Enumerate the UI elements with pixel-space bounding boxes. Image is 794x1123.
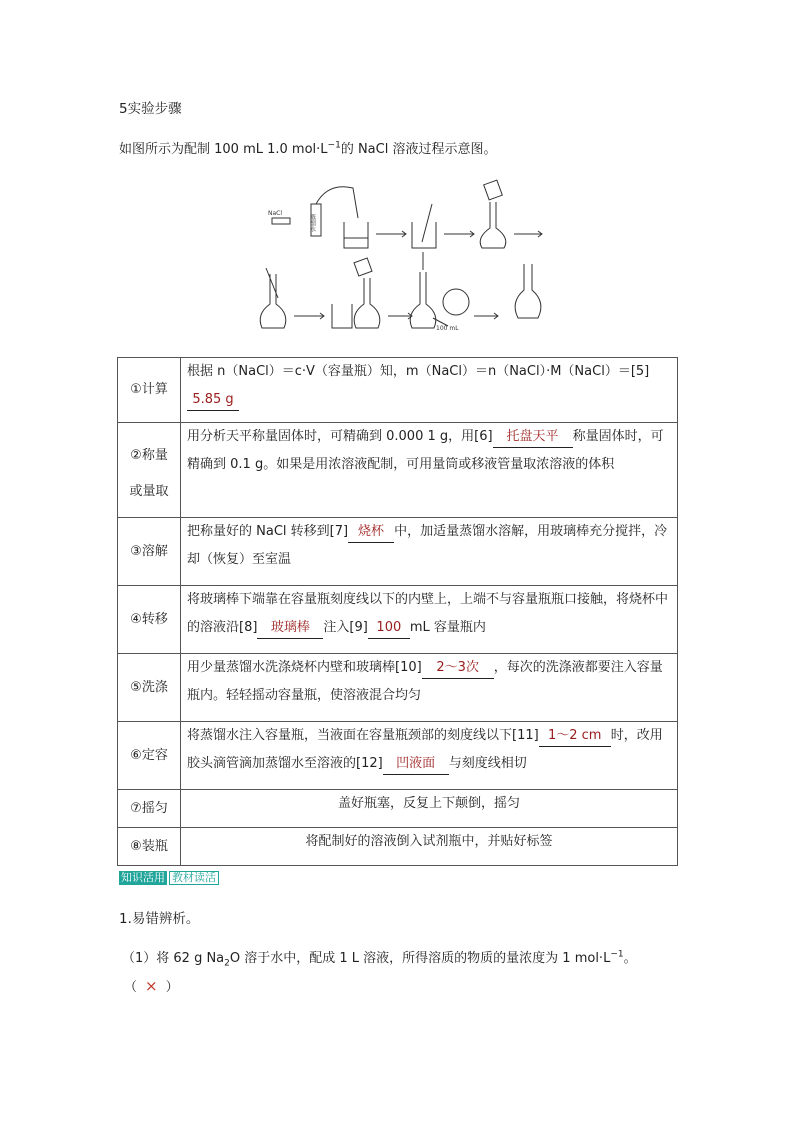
intro-text [119, 138, 496, 157]
step-text: 将蒸馏水注入容量瓶，当液面在容量瓶颈部的刻度线以下[11] [187, 728, 539, 743]
arrow-icon-3 [514, 231, 542, 237]
step-text-post: 与刻度线相切 [448, 756, 527, 771]
tag-knowledge: 知识活用 [121, 871, 165, 884]
answer-blank: 烧杯 [348, 522, 394, 543]
answer-blank-2: 凹液面 [383, 754, 449, 775]
meniscus-zoom-icon [443, 289, 469, 315]
step-label: ③溶解 [118, 518, 181, 586]
step-content [181, 518, 678, 586]
step-label [118, 423, 181, 518]
steps-table [117, 357, 678, 866]
shaking-flask-icon [515, 264, 541, 318]
step-content [181, 586, 678, 654]
arrow-icon-2 [444, 231, 474, 237]
water-tube [316, 187, 358, 218]
water-label: 蒸馏水 [308, 214, 316, 232]
intro-part-a: 如图所示为配制 100 mL 1.0 mol·L [119, 142, 328, 157]
step-content [181, 423, 678, 518]
step-text: 用少量蒸馏水洗涤烧杯内壁和玻璃棒[10] [187, 660, 422, 675]
step-content: 将配制好的溶液倒入试剂瓶中，并贴好标签 [181, 828, 678, 866]
procedure-figure [248, 178, 548, 340]
table-row [118, 654, 678, 722]
answer-blank: 2～3次 [422, 658, 494, 679]
step-label: ⑤洗涤 [118, 654, 181, 722]
step-label: ①计算 [118, 358, 181, 423]
exercise-title: 1.易错辨析。 [119, 911, 200, 927]
table-row [118, 790, 678, 828]
step-content [181, 722, 678, 790]
beaker-icon-3 [332, 304, 352, 328]
volumetric-flask-icon-1 [480, 202, 506, 248]
step-label: ④转移 [118, 586, 181, 654]
nacl-label: NaCl [268, 210, 283, 217]
volumetric-flask-icon-3 [354, 278, 380, 328]
step-text: 用分析天平称量固体时，可精确到 0.000 1 g，用[6] [187, 429, 493, 444]
table-row [118, 423, 678, 518]
step-text-post: 称量固体时，可精确到 0.1 g。如果是用浓溶液配制，可用量筒或移液管量取浓溶液的体积 [187, 429, 664, 472]
q1-part-a: （1）将 62 g Na [122, 951, 225, 966]
table-row [118, 722, 678, 790]
arrow-icon-6 [474, 313, 498, 319]
step-label: ⑦摇匀 [118, 790, 181, 828]
step-label: ⑧装瓶 [118, 828, 181, 866]
step-label-line1: ②称量 [130, 448, 168, 463]
answer-blank: 玻璃棒 [257, 618, 323, 639]
balance-icon [272, 218, 290, 224]
answer-bracket [124, 976, 179, 995]
arrow-icon-4 [294, 313, 324, 319]
bracket-close: ） [165, 980, 179, 995]
section-heading: 5实验步骤 [119, 101, 182, 117]
q1-sub: 2 [224, 958, 230, 969]
intro-part-b: 的 NaCl 溶液过程示意图。 [340, 142, 497, 157]
pour-beaker-icon-2 [354, 258, 372, 276]
step-text-post: ，每次的洗涤液都要注入容量瓶内。轻轻摇动容量瓶，使溶液混合均匀 [187, 660, 663, 703]
bracket-open: （ [124, 980, 138, 995]
beaker-icon-1 [344, 222, 368, 248]
tag-textbook: 教材读活 [169, 871, 219, 885]
q1-part-b: O 溶于水中，配成 1 L 溶液，所得溶质的物质的量浓度为 1 mol·L [229, 951, 611, 966]
q1-part-c: 。 [623, 951, 637, 966]
step-content [181, 654, 678, 722]
table-row [118, 586, 678, 654]
answer-blank-2: 100 [368, 618, 410, 639]
pour-beaker-icon [484, 180, 503, 200]
step-content: 盖好瓶塞，反复上下颠倒，摇匀 [181, 790, 678, 828]
exercise-question-1 [122, 947, 637, 969]
stirring-rod-icon [422, 204, 432, 242]
flask-volume-label: 100 mL [436, 325, 459, 332]
step-text: 把称量好的 NaCl 转移到[7] [187, 524, 349, 539]
answer-blank: 1～2 cm [539, 726, 611, 747]
intro-sup: −1 [327, 140, 341, 151]
step-text: 将玻璃棒下端靠在容量瓶刻度线以下的内壁上，上端不与容量瓶瓶口接触，将烧杯中的溶液沿[8] [187, 592, 669, 635]
step-content [181, 358, 678, 423]
step-text-mid: 注入[9] [323, 620, 368, 635]
volumetric-flask-icon-4 [410, 272, 436, 328]
section-tags [119, 871, 219, 885]
answer-blank: 托盘天平 [493, 427, 573, 448]
step-label-line2: 或量取 [129, 484, 169, 499]
table-row [118, 828, 678, 866]
step-text-post: 中，加适量蒸馏水溶解，用玻璃棒充分搅拌，冷却（恢复）至室温 [187, 524, 668, 567]
table-row [118, 358, 678, 423]
answer-blank: 5.85 g [187, 390, 239, 411]
step-text: 根据 n（NaCl）＝c·V（容量瓶）知，m（NaCl）＝n（NaCl）·M（NaCl）＝[5] [187, 364, 650, 379]
step-text-mid: 时，改用胶头滴管滴加蒸馏水至溶液的[12] [187, 728, 663, 771]
arrow-icon-1 [376, 231, 406, 237]
volumetric-flask-icon-2 [260, 274, 286, 328]
step-label: ⑥定容 [118, 722, 181, 790]
step-text-post: mL 容量瓶内 [409, 620, 486, 635]
arrow-icon-5 [388, 313, 412, 319]
q1-sup: −1 [610, 949, 624, 960]
wrong-mark-icon: × [145, 977, 158, 995]
table-row [118, 518, 678, 586]
